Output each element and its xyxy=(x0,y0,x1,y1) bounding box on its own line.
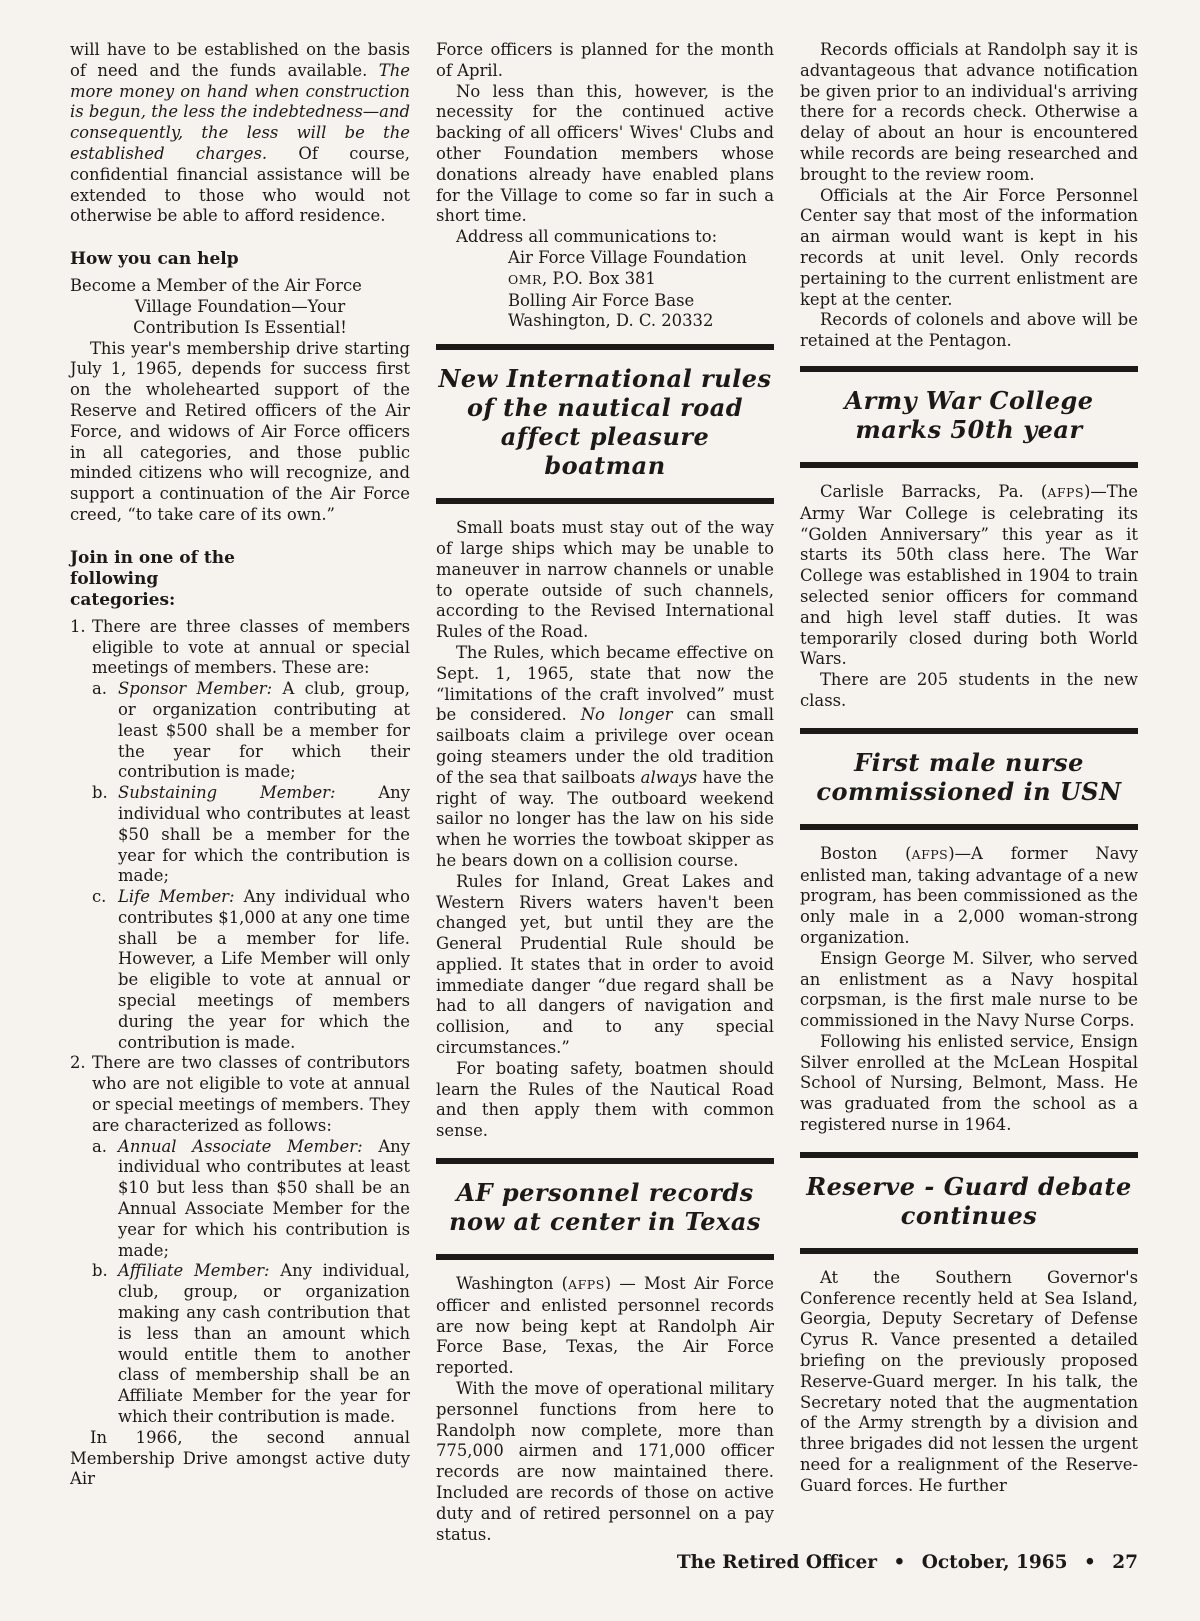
list-number: 2. xyxy=(70,1053,86,1073)
address-line-2 xyxy=(508,269,774,291)
address-line-4: Washington, D. C. 20332 xyxy=(508,311,714,331)
nurse-paragraph: Following his enlisted service, Ensign Silver enrolled at the McLean Hospital School of Nursing, Belmont, Mass. He was graduated from the school as a registered nurse in 1964. xyxy=(800,1031,1138,1135)
sub-text: Any individual who contributes $1,000 at any one time shall be a member for life. However, a Life Member will only be eligible to vote at annual or special meetings of members during the year for which the contribution is made. xyxy=(118,887,410,1052)
male-nurse-headline: First male nurse commissioned in USN xyxy=(816,747,1122,806)
how-you-can-help-heading: How you can help xyxy=(70,249,239,270)
footer-separator: • xyxy=(1083,1552,1096,1573)
continued-paragraph: Force officers is planned for the month of April. xyxy=(436,40,774,80)
divider-rule xyxy=(436,1254,774,1260)
wire-service: AFPS xyxy=(568,1277,605,1293)
list-item xyxy=(70,1053,410,1136)
column-2 xyxy=(436,40,774,1545)
intro-text: will have to be established on the basis of need and the funds available. xyxy=(70,40,410,80)
divider-rule xyxy=(800,728,1138,734)
publication-name: The Retired Officer xyxy=(676,1552,878,1573)
list-subitem xyxy=(92,1261,410,1427)
join-categories-heading: Join in one of the following categories: xyxy=(70,547,235,610)
divider-rule xyxy=(800,366,1138,372)
address-line-3: Bolling Air Force Base xyxy=(508,290,695,310)
page-footer xyxy=(677,1552,1138,1573)
membership-callout xyxy=(70,276,410,338)
af-text: ) — Most Air Force officer and enlisted personnel records are now being kept at Randolph Air Force Base, Texas, the Air Force reported. xyxy=(436,1274,775,1378)
sub-title: Sponsor Member: xyxy=(118,679,273,699)
divider-rule xyxy=(436,344,774,350)
intro-italic-text: The more money on hand when construction is begun, the less the indebtedness—and consequently, the less will be the established charges. xyxy=(70,60,410,163)
list-subitem xyxy=(92,1137,410,1262)
column-3 xyxy=(800,40,1138,1497)
intro-paragraph xyxy=(70,40,410,227)
divider-rule xyxy=(800,824,1138,830)
column-1 xyxy=(70,40,410,1490)
category-list xyxy=(70,617,410,1428)
sub-body xyxy=(118,679,410,783)
list-text: There are two classes of contributors who are not eligible to vote at annual or special meetings of members. They are characterized as follows: xyxy=(92,1053,410,1135)
army-war-college-headline: Army War College marks 50th year xyxy=(844,385,1094,444)
sub-text: A club, group, or organization contributing at least $500 shall be a member for the year for which their contribution is made; xyxy=(118,679,410,782)
sub-title: Annual Associate Member: xyxy=(118,1136,363,1156)
nurse-paragraph xyxy=(800,844,1138,949)
sub-body xyxy=(118,783,410,887)
sub-body xyxy=(118,887,410,1053)
sub-text: Any individual, club, group, or organization making any cash contribution that is less than an amount which would entitle them to another class of membership shall be an Affiliate Member for the year for which their contribution is made. xyxy=(118,1261,410,1427)
divider-rule xyxy=(800,462,1138,468)
dateline: Carlisle Barracks, Pa. ( xyxy=(820,481,1048,501)
nautical-text: can small sailboats claim a privilege over ocean going steamers under the old tradition of the sea that sailboats xyxy=(436,705,774,787)
footer-separator: • xyxy=(893,1552,906,1573)
army-text: )—The Army War College is celebrating its “Golden Anniversary” this year as it starts its 50th class here. The War College was established in 1904 to train selected senior officers for command and high level staff duties. It was temporarily closed during both World Wars. xyxy=(800,481,1138,669)
records-paragraph: Officials at the Air Force Personnel Center say that most of the information an airman would want is kept in his records at unit level. Only records pertaining to the current enlistment are kept at the center. xyxy=(800,185,1138,309)
divider-rule xyxy=(800,1152,1138,1158)
address-line-1: Air Force Village Foundation xyxy=(508,247,747,267)
sub-letter: b. xyxy=(92,1261,108,1281)
records-paragraph: Records officials at Randolph say it is advantageous that advance notification be given prior to an individual's arriving there for a records check. Otherwise a delay of about an hour is encountered while records are being researched and brought to the review room. xyxy=(800,40,1138,184)
address-sc: OMR xyxy=(508,271,542,287)
callout-line-2: Village Foundation—Your xyxy=(134,296,346,316)
nautical-paragraph xyxy=(436,643,774,872)
callout-line-3: Contribution Is Essential! xyxy=(133,317,347,337)
sub-letter: a. xyxy=(92,1136,107,1156)
list-item xyxy=(70,617,410,679)
records-paragraph: Records of colonels and above will be retained at the Pentagon. xyxy=(800,310,1138,351)
wire-service: AFPS xyxy=(911,846,949,862)
nurse-paragraph: Ensign George M. Silver, who served an enlistment as a Navy hospital corpsman, is the first male nurse to be commissioned in the Navy Nurse Corps. xyxy=(800,948,1138,1031)
divider-rule xyxy=(436,1158,774,1164)
sub-text: Any individual who contributes at least $10 but less than $50 shall be an Annual Associate Member for the year for which his contribution is made; xyxy=(118,1136,410,1260)
sub-title: Life Member: xyxy=(118,887,235,907)
page-number: 27 xyxy=(1112,1552,1138,1573)
list-subitem xyxy=(92,887,410,1053)
af-records-paragraph: With the move of operational military personnel functions from here to Randolph now complete, more than 775,000 airmen and 171,000 officer records are now maintained there. Included are records of those on active duty and of retired personnel on a pay status. xyxy=(436,1379,774,1544)
sub-title: Affiliate Member: xyxy=(118,1261,270,1281)
sub-letter: a. xyxy=(92,679,107,699)
list-subitem xyxy=(92,679,410,783)
wire-service: AFPS xyxy=(1047,484,1085,500)
list-text: There are three classes of members eligible to vote at annual or special meetings of members. These are: xyxy=(92,616,410,678)
divider-rule xyxy=(436,498,774,504)
sub-body xyxy=(118,1261,410,1427)
nautical-italic: always xyxy=(640,767,698,787)
nautical-paragraph: For boating safety, boatmen should learn the Rules of the Nautical Road and then apply them with common sense. xyxy=(436,1058,774,1141)
nautical-paragraph: Rules for Inland, Great Lakes and Western Rivers waters haven't been changed yet, but until they are the General Prudential Rule should be applied. It states that in order to avoid immediate danger “due regard shall be had to all dangers of navigation and collision, and to any special circumstances.” xyxy=(436,871,774,1058)
callout-line-1: Become a Member of the Air Force xyxy=(70,276,362,296)
list-subitem xyxy=(92,783,410,887)
list-number: 1. xyxy=(70,616,86,636)
nautical-headline: New International rules of the nautical road affect pleasure boatman xyxy=(438,364,772,481)
sub-body xyxy=(118,1137,410,1262)
dateline: Boston ( xyxy=(820,843,912,863)
sub-letter: b. xyxy=(92,783,108,803)
reserve-paragraph: At the Southern Governor's Conference recently held at Sea Island, Georgia, Deputy Secretary of Defense Cyrus R. Vance presented a detailed briefing on the previously proposed Reserve-Guard merger. In his talk, the Secretary noted that the augmentation of the Army strength by a division and three brigades did not lessen the urgent need for a realignment of the Reserve-Guard forces. He further xyxy=(800,1267,1138,1495)
army-paragraph xyxy=(800,482,1138,670)
sub-letter: c. xyxy=(92,887,107,907)
closing-paragraph: In 1966, the second annual Membership Drive amongst active duty Air xyxy=(70,1427,410,1489)
army-paragraph: There are 205 students in the new class. xyxy=(800,670,1138,710)
membership-drive-paragraph: This year's membership drive starting July 1, 1965, depends for success first on the wholehearted support of the Reserve and Retired officers of the Air Force, and widows of Air Force officers in all categories, and those public minded citizens who will recognize, and support a continuation of the Air Force creed, “to take care of its own.” xyxy=(70,338,410,524)
intro-text-end: Of course, confidential financial assistance will be extended to those who would not otherwise be able to afford residence. xyxy=(70,143,410,226)
address-intro: Address all communications to: xyxy=(456,227,718,247)
sub-text: Any individual who contributes at least $50 shall be a member for the year for which the contribution is made; xyxy=(118,783,410,886)
nautical-text: have the right of way. The outboard weekend sailor no longer has the law on his side when he worries the towboat skipper as he bears down on a collision course. xyxy=(436,767,774,870)
issue-date: October, 1965 xyxy=(921,1552,1068,1573)
nautical-text: The Rules, which became effective on Sept. 1, 1965, state that now the “limitations of the craft involved” must be considered. xyxy=(436,642,774,725)
dateline: Washington ( xyxy=(456,1274,569,1294)
sub-title: Substaining Member: xyxy=(118,783,336,803)
af-records-headline: AF personnel records now at center in Texas xyxy=(449,1178,761,1237)
nautical-italic: No longer xyxy=(580,705,673,725)
nautical-paragraph: Small boats must stay out of the way of large ships which may be unable to maneuver in narrow channels or unable to operate outside of such channels, according to the Revised International Rules of the Road. xyxy=(436,518,774,642)
address-box: , P.O. Box 381 xyxy=(541,268,656,288)
backing-paragraph: No less than this, however, is the necessity for the continued active backing of all officers' Wives' Clubs and other Foundation members whose donations already have enabled plans for the Village to come so far in such a short time. xyxy=(436,81,774,226)
nurse-text: )—A former Navy enlisted man, taking advantage of a new program, has been commissioned as the only male in a 2,000 woman-strong organization. xyxy=(800,843,1138,947)
divider-rule xyxy=(800,1248,1138,1254)
reserve-guard-headline: Reserve - Guard debate continues xyxy=(806,1171,1132,1230)
af-records-paragraph xyxy=(436,1274,774,1379)
mailing-address xyxy=(508,248,774,332)
